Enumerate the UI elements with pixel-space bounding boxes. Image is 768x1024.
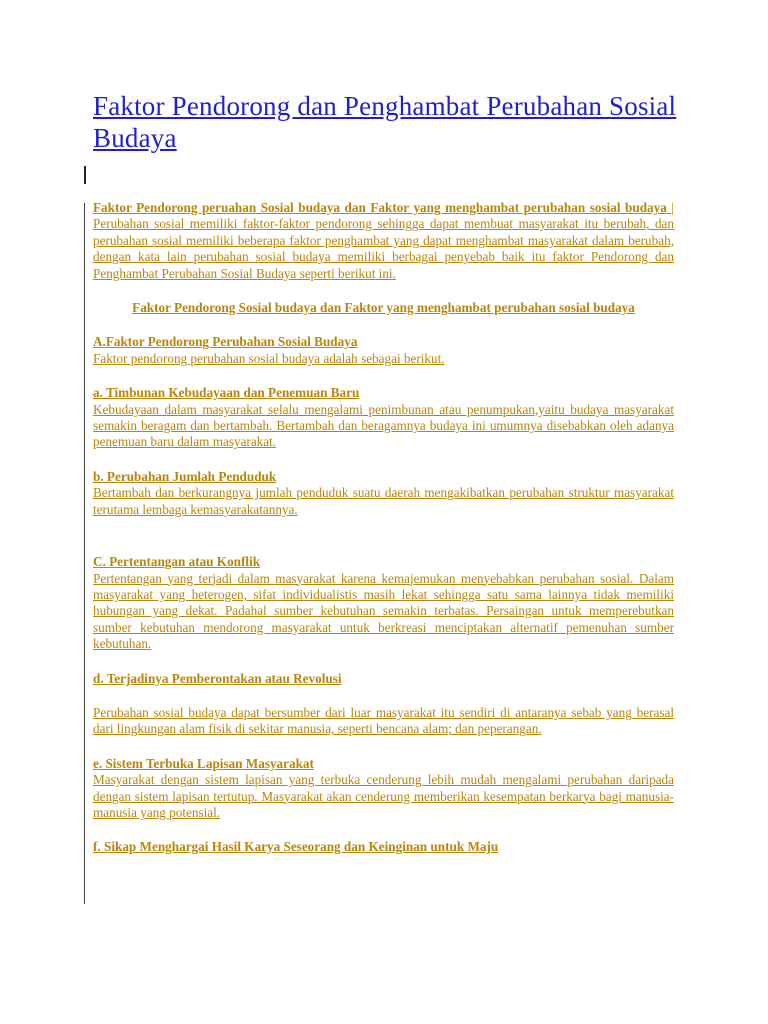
page-title[interactable]: Faktor Pendorong dan Penghambat Perubahan Sosial Budaya <box>93 91 677 153</box>
item-text-d[interactable]: Perubahan sosial budaya dapat bersumber dari luar masyarakat itu sendiri di antaranya sebab yang berasal dari lingkungan alam fisik di sekitar manusia, seperti bencana alam; dan peperangan. <box>93 704 674 737</box>
item-heading-a[interactable]: a. Timbunan Kebudayaan dan Penemuan Baru <box>93 385 360 401</box>
intro-bold-lead: Faktor Pendorong peruahan Sosial budaya dan Faktor yang menghambat perubahan sosial budaya <box>93 200 667 215</box>
item-heading-f[interactable]: f. Sikap Menghargai Hasil Karya Seseorang dan Keinginan untuk Maju <box>93 839 499 855</box>
item-text-c[interactable]: Pertentangan yang terjadi dalam masyarakat karena kemajemukan menyebabkan perubahan sosial. Dalam masyarakat yang heterogen, sifat individualistis masih lekat sehingga satu sama lainnya tidak memiliki hubungan yang dekat. Padahal sumber kebutuhan semakin terbatas. Persaingan untuk memperebutkan sumber kebutuhan mendorong masyarakat untuk berkreasi menciptakan alternatif pemenuhan sumber kebutuhan. <box>93 570 674 652</box>
item-heading-c[interactable]: C. Pertentangan atau Konflik <box>93 554 261 570</box>
item-text-b[interactable]: Bertambah dan berkurangnya jumlah penduduk suatu daerah mengakibatkan perubahan struktur masyarakat terutama lembaga kemasyarakatannya. <box>93 485 674 517</box>
item-text-a[interactable]: Kebudayaan dalam masyarakat selalu mengalami penimbunan atau penumpukan,yaitu budaya masyarakat semakin beragam dan bertambah. Bertambah dan beragamnya budaya ini umumnya disebabkan oleh adanya penemuan baru dalam masyarakat. <box>93 401 674 450</box>
item-heading-e[interactable]: e. Sistem Terbuka Lapisan Masyarakat <box>93 755 314 771</box>
item-text-e[interactable]: Masyarakat dengan sistem lapisan yang terbuka cenderung lebih mudah mengalami perubahan daripada dengan sistem lapisan tertutup. Masyarakat akan cenderung memberikan kesempatan berkarya bagi manusia-manusia yang potensial. <box>93 772 674 820</box>
intro-text: | Perubahan sosial memiliki faktor-faktor pendorong sehingga dapat membuat masyarakat itu berubah, dan perubahan sosial memiliki beberapa faktor penghambat yang dapat menghambat masyarakat dalam berubah, dengan kata lain perubahan sosial budaya memiliki berbagai penyebab baik itu faktor Pendorong dan Penghambat Perubahan Sosial Budaya seperti berikut ini. <box>93 200 674 281</box>
item-heading-d[interactable]: d. Terjadinya Pemberontakan atau Revolusi <box>93 670 342 686</box>
center-heading[interactable]: Faktor Pendorong Sosial budaya dan Faktor yang menghambat perubahan sosial budaya <box>132 300 635 316</box>
section-a-text[interactable]: Faktor pendorong perubahan sosial budaya adalah sebagai berikut. <box>93 350 445 366</box>
section-a-heading[interactable]: A.Faktor Pendorong Perubahan Sosial Budaya <box>93 334 358 350</box>
left-margin-rule <box>84 203 85 904</box>
intro-paragraph[interactable] <box>93 200 674 282</box>
article-body <box>93 200 674 856</box>
text-cursor <box>84 166 86 184</box>
item-heading-b[interactable]: b. Perubahan Jumlah Penduduk <box>93 468 277 484</box>
